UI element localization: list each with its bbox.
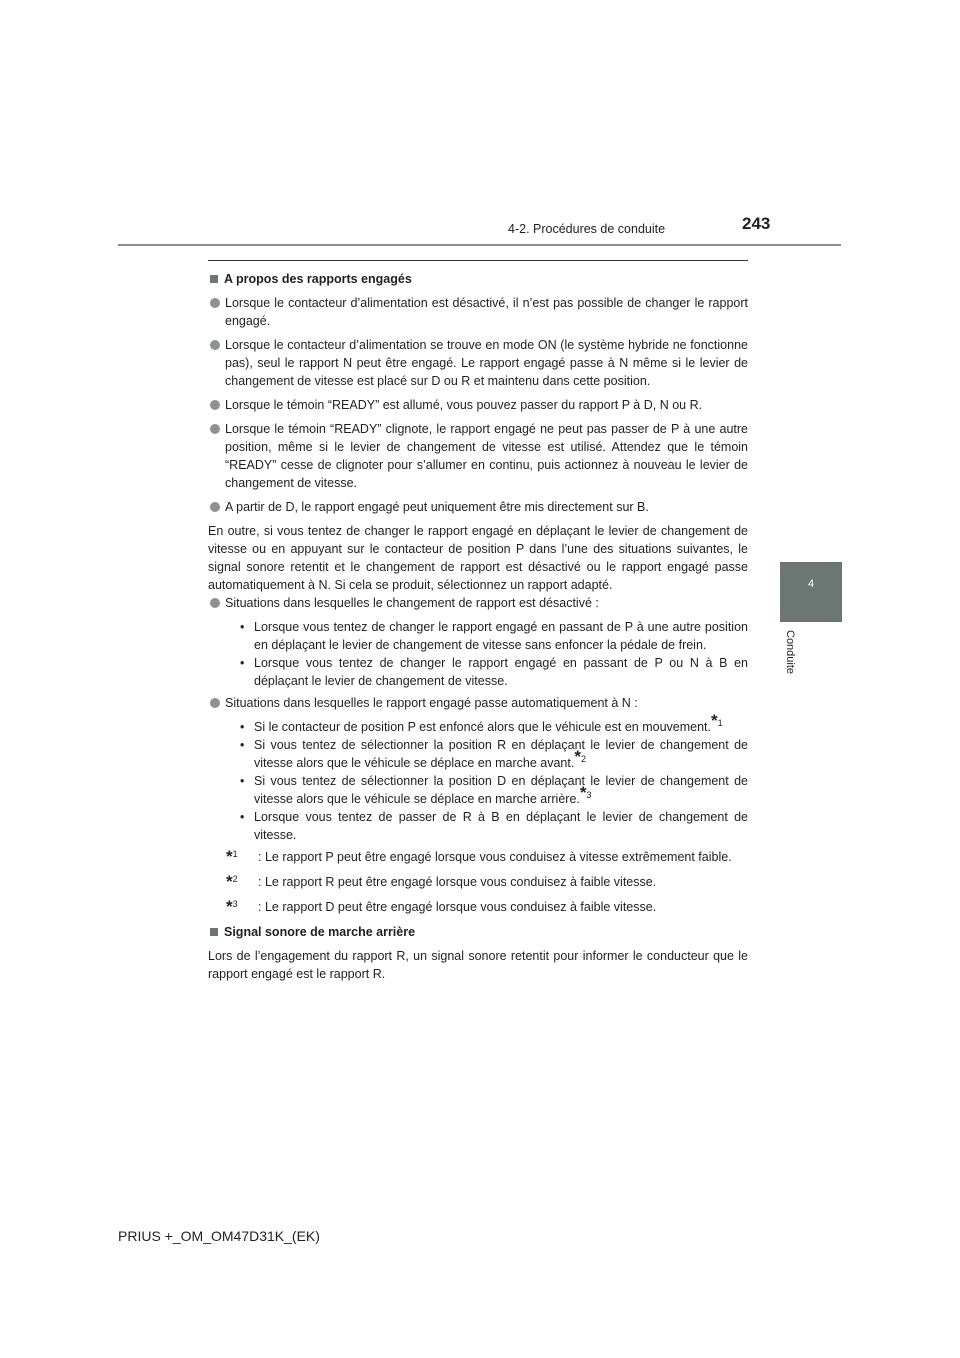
circle-bullet-icon xyxy=(210,502,220,512)
circle-bullet-icon xyxy=(210,400,220,410)
content-top-rule xyxy=(208,260,748,261)
footnote: *$^1$ : Le rapport P peut être engagé lorsque vous conduisez à vitesse extrêmement faible. xyxy=(226,847,732,866)
circle-bullet-icon xyxy=(210,298,220,308)
body-paragraph: En outre, si vous tentez de changer le rapport engagé en déplaçant le levier de changement de vitesse ou en appuyant sur le contacteur de position P dans l’une des situations suivantes, le signal sonore retentit et le changement de rapport est désactivé ou le rapport engagé passe automatiquement à N. Si cela se produit, sélectionnez un rapport adapté. xyxy=(208,524,748,592)
sub-list-item: • Si vous tentez de sélectionner la position R en déplaçant le levier de changement de vitesse alors que le véhicule se déplace en marche avant.$^{*2}$ xyxy=(240,738,748,770)
main-content xyxy=(208,270,748,983)
list-item: Lorsque le contacteur d’alimentation est désactivé, il n’est pas possible de changer le rapport engagé. xyxy=(210,294,748,330)
sub-list xyxy=(208,618,748,690)
list-item: A partir de D, le rapport engagé peut uniquement être mis directement sur B. xyxy=(210,498,748,516)
list-item: Lorsque le contacteur d’alimentation se trouve en mode ON (le système hybride ne fonctionne pas), seul le rapport N peut être engagé. Le rapport engagé passe à N même si le levier de changement de vitesse est placé sur D ou R et maintenu dans cette position. xyxy=(210,336,748,390)
body-paragraph: Lors de l’engagement du rapport R, un signal sonore retentit pour informer le conducteur que le rapport engagé est le rapport R. xyxy=(208,949,748,981)
sub-list xyxy=(208,710,748,844)
sub-list-item: • Lorsque vous tentez de changer le rapport engagé en passant de P ou N à B en déplaçant le levier de changement de vitesse. xyxy=(240,656,748,688)
section-heading-text: Signal sonore de marche arrière xyxy=(224,925,416,939)
list-item: Situations dans lesquelles le changement de rapport est désactivé : xyxy=(210,594,748,612)
chapter-tab[interactable] xyxy=(780,562,842,622)
section-heading xyxy=(208,923,748,941)
square-bullet-icon xyxy=(210,928,218,936)
footnote: *$^2$ : Le rapport R peut être engagé lorsque vous conduisez à faible vitesse. xyxy=(226,872,657,891)
sub-list-item: • Lorsque vous tentez de passer de R à B en déplaçant le levier de changement de vitesse. xyxy=(240,810,748,842)
sub-list-item: • Si vous tentez de sélectionner la position D en déplaçant le levier de changement de vitesse alors que le véhicule se déplace en marche arrière.$^{*3}$ xyxy=(240,774,748,806)
sub-list-item: • Lorsque vous tentez de changer le rapport engagé en passant de P à une autre position en déplaçant le levier de changement de vitesse sans enfoncer la pédale de frein. xyxy=(240,620,748,652)
chapter-label xyxy=(784,630,804,690)
square-bullet-icon xyxy=(210,275,218,283)
chapter-label-text: Conduite xyxy=(784,630,796,675)
circle-bullet-icon xyxy=(210,424,220,434)
circle-bullet-icon xyxy=(210,340,220,350)
section-heading xyxy=(208,270,748,288)
circle-bullet-icon xyxy=(210,698,220,708)
list-item: Lorsque le témoin “READY” est allumé, vous pouvez passer du rapport P à D, N ou R. xyxy=(210,396,748,414)
section-heading-text: A propos des rapports engagés xyxy=(224,272,412,286)
header-rule xyxy=(118,244,841,246)
list-item: Lorsque le témoin “READY” clignote, le rapport engagé ne peut pas passer de P à une autre position, même si le levier de changement de vitesse est utilisé. Attendez que le témoin “READY” cesse de clignoter pour s’allumer en continu, puis actionnez à nouveau le levier de changement de vitesse. xyxy=(210,420,748,492)
chapter-number: 4 xyxy=(807,578,815,590)
footnote: *$^3$ : Le rapport D peut être engagé lorsque vous conduisez à faible vitesse. xyxy=(226,897,657,916)
sub-list-item: • Si le contacteur de position P est enfoncé alors que le véhicule est en mouvement.$^{*1}$ xyxy=(240,710,723,734)
list-item: Situations dans lesquelles le rapport engagé passe automatiquement à N : xyxy=(210,694,748,712)
section-title: 4-2. Procédures de conduite xyxy=(508,222,666,236)
page-header xyxy=(0,0,960,260)
document-id: PRIUS +_OM_OM47D31K_(EK) xyxy=(118,1228,320,1244)
circle-bullet-icon xyxy=(210,598,220,608)
page-number: 243 xyxy=(742,214,771,233)
